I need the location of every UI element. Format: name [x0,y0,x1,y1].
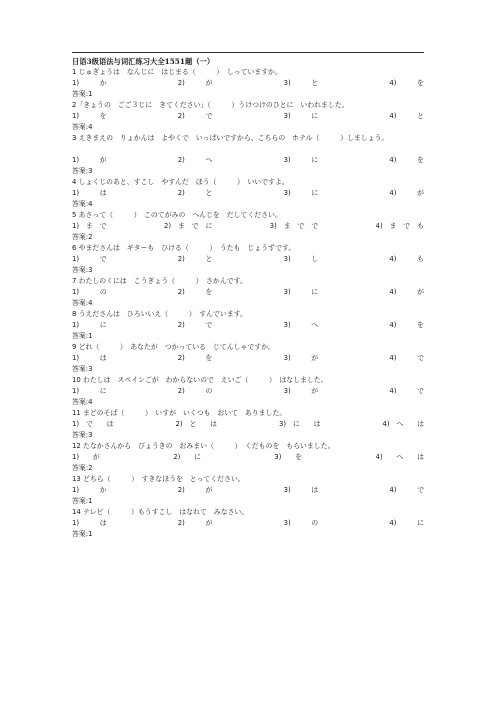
option-4: 4) を [389,79,424,87]
option-4: 4) で [389,387,424,395]
option-4: 4) で [389,354,424,362]
option-1: 1) は [72,519,107,527]
option-2: 2) と [177,189,213,197]
option-4: 4) に [389,519,424,527]
option-2: 2) ま で に [164,222,213,230]
answer-options [72,155,424,166]
option-4: 4) で [389,486,424,494]
question-text: 4 しょくじのあと、すこし やすんだ ほう（ ） いいですよ。 [72,178,289,186]
question-block [72,507,424,540]
question-block [72,441,424,474]
question-block [72,210,424,243]
option-2: 2) を [177,354,213,362]
answer-options [72,320,424,331]
question-block [72,67,424,100]
answer-key: 答案:3 [72,431,93,439]
question-text: 12 たなかさんから びょうきの おみまい（ ） くだものを もらいました。 [72,442,335,450]
option-3: 3) へ [283,321,319,329]
option-2: 2) へ [177,156,213,164]
option-4: 4) を [389,156,424,164]
header-rule [72,52,424,53]
option-1: 1) に [72,321,107,329]
question-text: 3 えきまえの りょかんは よやくで いっぱいですから、こちらの ホテル（ ）しましょう。 [72,134,389,142]
option-2: 2) で [177,112,213,120]
document-page [72,52,424,540]
answer-key: 答案:2 [72,464,93,472]
answer-options [72,254,424,265]
option-1: 1) で [72,255,107,263]
option-4: 4) も [389,255,424,263]
answer-key: 答案:1 [72,530,93,538]
option-1: 1) の [72,288,107,296]
question-block [72,342,424,375]
option-1: 1) か [72,79,107,87]
answer-options [72,386,424,397]
option-3: 3) と [283,79,319,87]
answer-options [72,485,424,496]
option-4: 4) が [389,189,424,197]
option-2: 2) が [177,79,213,87]
answer-key: 答案:1 [72,90,93,98]
answer-key: 答案:4 [72,299,93,307]
question-text: 2「きょうの ごご３じに きてください」（ ）うけつけのひとに いわれました。 [72,101,349,109]
question-text: 7 わたしのくには こうぎょう（ ） さかんです。 [72,277,247,285]
option-3: 3) ま で で [269,222,319,230]
option-1: 1) が [72,453,100,461]
option-3: 3) に [283,112,319,120]
question-block [72,133,424,177]
question-block [72,100,424,133]
option-1: 1) は [72,189,107,197]
option-3: 3) に [283,156,319,164]
option-4: 4) ま で も [375,222,424,230]
option-1: 1) ま で [72,222,107,230]
question-list [72,67,424,540]
option-2: 2) に [173,453,201,461]
question-block [72,474,424,507]
answer-options [72,419,424,430]
option-2: 2) が [177,519,213,527]
answer-options [72,111,424,122]
answer-key: 答案:1 [72,332,93,340]
option-3: 3) に は [278,420,321,428]
question-block [72,243,424,276]
answer-key: 答案:2 [72,233,93,241]
question-text: 13 どちら（ ） すきなほうを とってください。 [72,475,245,483]
option-1: 1) は [72,354,107,362]
option-3: 3) が [283,354,319,362]
answer-options [72,518,424,529]
answer-options [72,188,424,199]
option-3: 3) は [283,486,319,494]
question-block [72,309,424,342]
question-text: 9 どれ（ ） あなたが つかっている じてんしゃですか。 [72,343,275,351]
answer-options [72,353,424,364]
option-4: 4) へ は [375,453,424,461]
question-text: 11 まどのそば（ ） いすが いくつも おいて ありました。 [72,409,287,417]
answer-key: 答案:4 [72,123,93,131]
answer-key: 答案:4 [72,200,93,208]
answer-options [72,221,424,232]
question-text: 8 うえださんは ひろいいえ（ ） すんでいます。 [72,310,247,318]
question-block [72,375,424,408]
question-text: 1 じゅぎょうは なんじに はじまる（ ） しっていますか。 [72,68,282,76]
question-block [72,276,424,309]
option-2: 2) を [177,288,213,296]
answer-options [72,78,424,89]
answer-key: 答案:3 [72,167,93,175]
option-1: 1) で は [72,420,114,428]
answer-key: 答案:3 [72,266,93,274]
option-1: 1) が [72,156,107,164]
option-3: 3) を [274,453,303,461]
question-text: 10 わたしは スペインごが わからないので えいご（ ） はなしました。 [72,376,328,384]
question-block [72,177,424,210]
option-4: 4) と [389,112,424,120]
option-2: 2) と [177,255,213,263]
option-1: 1) か [72,486,107,494]
option-2: 2) の [177,387,213,395]
option-3: 3) し [283,255,319,263]
option-1: 1) に [72,387,107,395]
option-4: 4) を [389,321,424,329]
question-text: 5 あさって（ ） このてがみの へんじを だしてください。 [72,211,282,219]
answer-key: 答案:1 [72,497,93,505]
option-3: 3) の [283,519,319,527]
option-3: 3) に [283,288,319,296]
question-text: 14 テレビ（ ）もうすこし はなれて みなさい。 [72,508,249,516]
option-4: 4) へ は [382,420,424,428]
answer-key: 答案:3 [72,365,93,373]
option-4: 4) が [389,288,424,296]
answer-options [72,287,424,298]
question-text: 6 やまださんは ギターも ひける（ ） うたも じょうずです。 [72,244,296,252]
answer-key: 答案:4 [72,398,93,406]
question-block [72,408,424,441]
document-title: 日语3级语法与词汇练习大全1551题（一） [72,57,215,66]
option-1: 1) を [72,112,107,120]
option-3: 3) に [283,189,319,197]
option-2: 2) と は [175,420,218,428]
option-3: 3) が [283,387,319,395]
option-2: 2) で [177,321,213,329]
option-2: 2) が [177,486,213,494]
answer-options [72,452,424,463]
